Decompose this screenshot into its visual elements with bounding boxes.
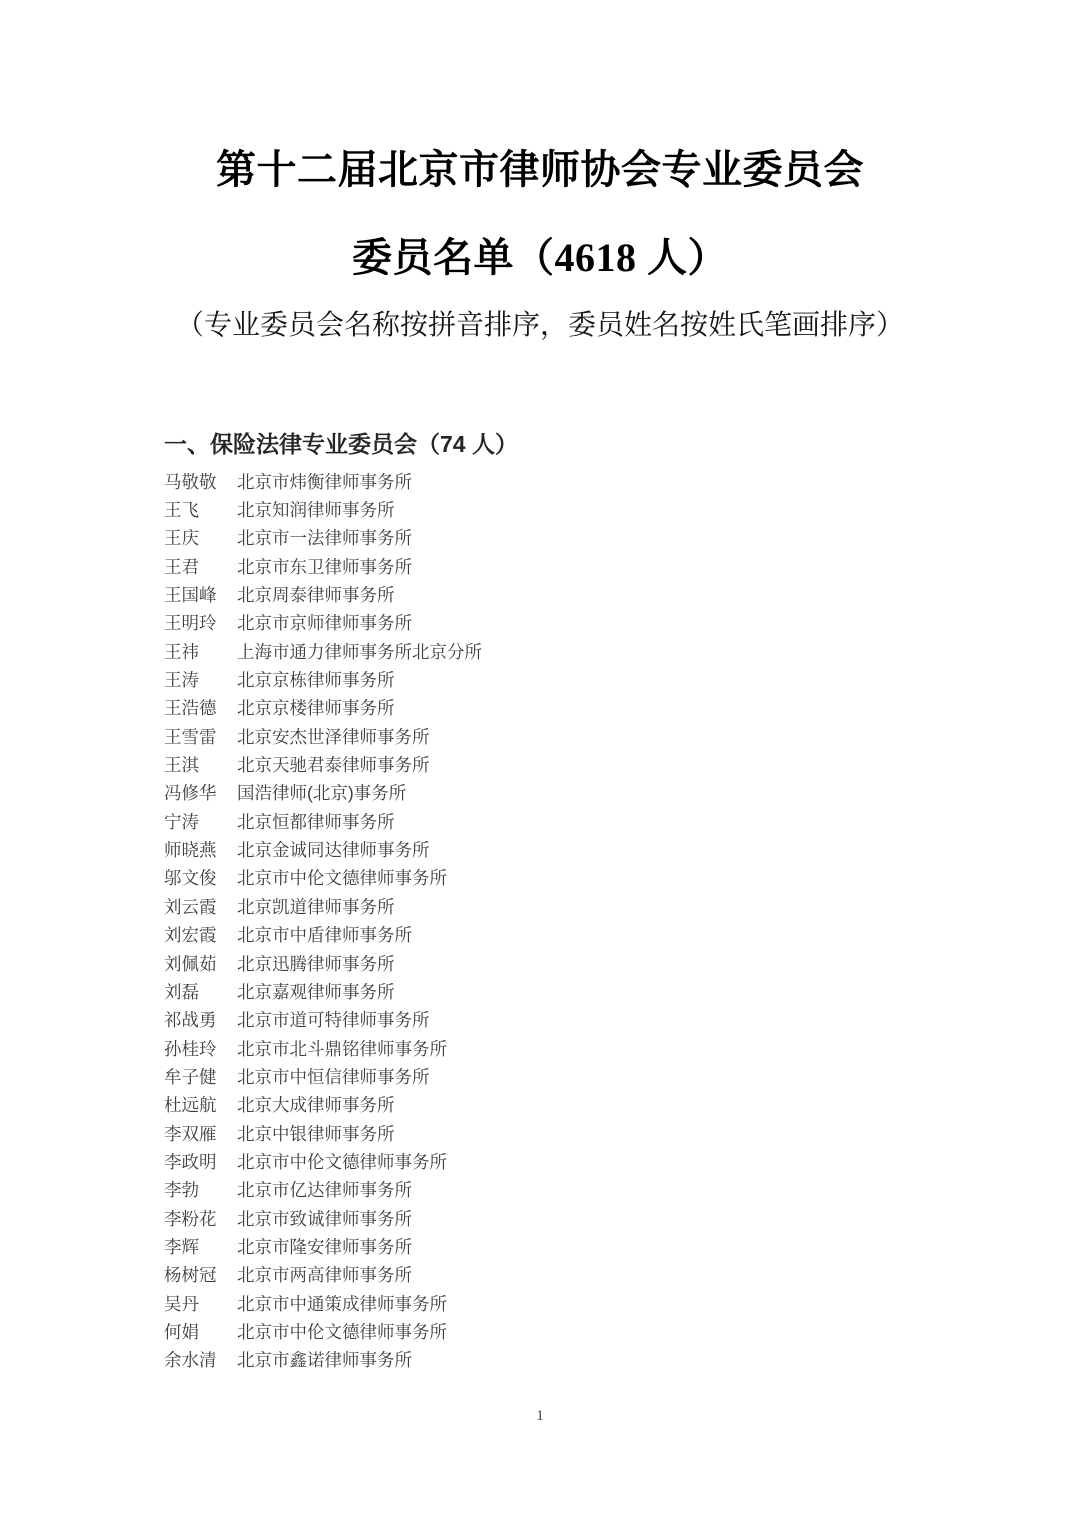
member-firm: 北京大成律师事务所: [237, 1095, 395, 1116]
member-row: [164, 552, 482, 580]
member-row: [164, 1091, 482, 1119]
member-row: [164, 1006, 482, 1034]
member-row: [164, 807, 482, 835]
member-firm: 北京市中通策成律师事务所: [237, 1293, 447, 1314]
member-firm: 北京市中伦文德律师事务所: [237, 868, 447, 889]
member-row: [164, 1317, 482, 1345]
member-row: [164, 949, 482, 977]
member-name: 宁涛: [164, 811, 199, 832]
member-row: [164, 1204, 482, 1232]
member-name: 王涛: [164, 670, 199, 691]
member-firm: 北京市中伦文德律师事务所: [237, 1321, 447, 1342]
member-name: 刘磊: [164, 981, 199, 1002]
member-row: [164, 864, 482, 892]
member-name: 王君: [164, 556, 199, 577]
member-row: [164, 779, 482, 807]
section-heading-insurance-committee: 一、保险法律专业委员会（74 人）: [164, 431, 518, 457]
member-row: [164, 892, 482, 920]
member-name: 师晓燕: [164, 840, 217, 861]
member-firm: 北京市东卫律师事务所: [237, 556, 412, 577]
member-row: [164, 1176, 482, 1204]
member-firm: 上海市通力律师事务所北京分所: [237, 641, 482, 662]
member-firm: 北京知润律师事务所: [237, 500, 395, 521]
member-firm: 北京周泰律师事务所: [237, 585, 395, 606]
member-name: 余水清: [164, 1350, 217, 1371]
member-name: 冯修华: [164, 783, 217, 804]
member-row: [164, 977, 482, 1005]
page-number: 1: [536, 1408, 544, 1424]
member-firm: 北京市炜衡律师事务所: [237, 471, 412, 492]
member-name: 刘云霞: [164, 896, 217, 917]
member-name: 杨树冠: [164, 1265, 217, 1286]
member-row: [164, 524, 482, 552]
member-name: 王浩德: [164, 698, 217, 719]
member-firm: 北京市一法律师事务所: [237, 528, 412, 549]
member-name: 王庆: [164, 528, 199, 549]
member-name: 孙桂玲: [164, 1038, 217, 1059]
member-row: [164, 750, 482, 778]
member-firm: 北京市中恒信律师事务所: [237, 1066, 430, 1087]
member-row: [164, 495, 482, 523]
member-firm: 北京嘉观律师事务所: [237, 981, 395, 1002]
member-name: 王飞: [164, 500, 199, 521]
member-name: 牟子健: [164, 1066, 217, 1087]
document-subtitle: （专业委员会名称按拼音排序，委员姓名按姓氏笔画排序）: [175, 310, 904, 341]
member-row: [164, 835, 482, 863]
member-row: [164, 1232, 482, 1260]
member-name: 王淇: [164, 755, 199, 776]
document-title-line1: 第十二届北京市律师协会专业委员会: [216, 147, 864, 192]
member-name: 李粉花: [164, 1208, 217, 1229]
member-row: [164, 1147, 482, 1175]
member-name: 王祎: [164, 641, 199, 662]
member-firm: 北京恒都律师事务所: [237, 811, 395, 832]
member-firm: 北京市两高律师事务所: [237, 1265, 412, 1286]
member-firm: 北京中银律师事务所: [237, 1123, 395, 1144]
member-row: [164, 1119, 482, 1147]
member-row: [164, 1346, 482, 1374]
member-row: [164, 665, 482, 693]
member-firm: 国浩律师(北京)事务所: [237, 783, 407, 804]
member-row: [164, 580, 482, 608]
member-firm: 北京市京师律师事务所: [237, 613, 412, 634]
member-firm: 北京京栋律师事务所: [237, 670, 395, 691]
member-name: 吴丹: [164, 1293, 199, 1314]
member-firm: 北京金诚同达律师事务所: [237, 840, 430, 861]
member-list: [164, 467, 482, 1374]
member-name: 刘佩茹: [164, 953, 217, 974]
member-row: [164, 467, 482, 495]
member-firm: 北京京楼律师事务所: [237, 698, 395, 719]
member-row: [164, 722, 482, 750]
member-row: [164, 1062, 482, 1090]
member-name: 邬文俊: [164, 868, 217, 889]
member-firm: 北京天驰君泰律师事务所: [237, 755, 430, 776]
member-name: 李政明: [164, 1151, 217, 1172]
member-name: 马敬敬: [164, 471, 217, 492]
document-title-line2: 委员名单（4618 人）: [352, 235, 728, 280]
member-name: 何娟: [164, 1321, 199, 1342]
member-firm: 北京安杰世泽律师事务所: [237, 726, 430, 747]
member-firm: 北京市道可特律师事务所: [237, 1010, 430, 1031]
member-name: 王国峰: [164, 585, 217, 606]
member-firm: 北京市北斗鼎铭律师事务所: [237, 1038, 447, 1059]
member-name: 李勃: [164, 1180, 199, 1201]
member-firm: 北京市致诚律师事务所: [237, 1208, 412, 1229]
member-name: 祁战勇: [164, 1010, 217, 1031]
member-name: 王雪雷: [164, 726, 217, 747]
member-name: 王明玲: [164, 613, 217, 634]
member-row: [164, 921, 482, 949]
member-name: 李辉: [164, 1236, 199, 1257]
member-firm: 北京市中盾律师事务所: [237, 925, 412, 946]
member-name: 刘宏霞: [164, 925, 217, 946]
member-row: [164, 637, 482, 665]
member-row: [164, 1034, 482, 1062]
member-firm: 北京市鑫诺律师事务所: [237, 1350, 412, 1371]
member-firm: 北京市隆安律师事务所: [237, 1236, 412, 1257]
member-firm: 北京迅腾律师事务所: [237, 953, 395, 974]
member-firm: 北京市中伦文德律师事务所: [237, 1151, 447, 1172]
member-firm: 北京凯道律师事务所: [237, 896, 395, 917]
member-firm: 北京市亿达律师事务所: [237, 1180, 412, 1201]
member-name: 杜远航: [164, 1095, 217, 1116]
member-row: [164, 609, 482, 637]
member-row: [164, 1261, 482, 1289]
member-row: [164, 1289, 482, 1317]
member-name: 李双雁: [164, 1123, 217, 1144]
member-row: [164, 694, 482, 722]
